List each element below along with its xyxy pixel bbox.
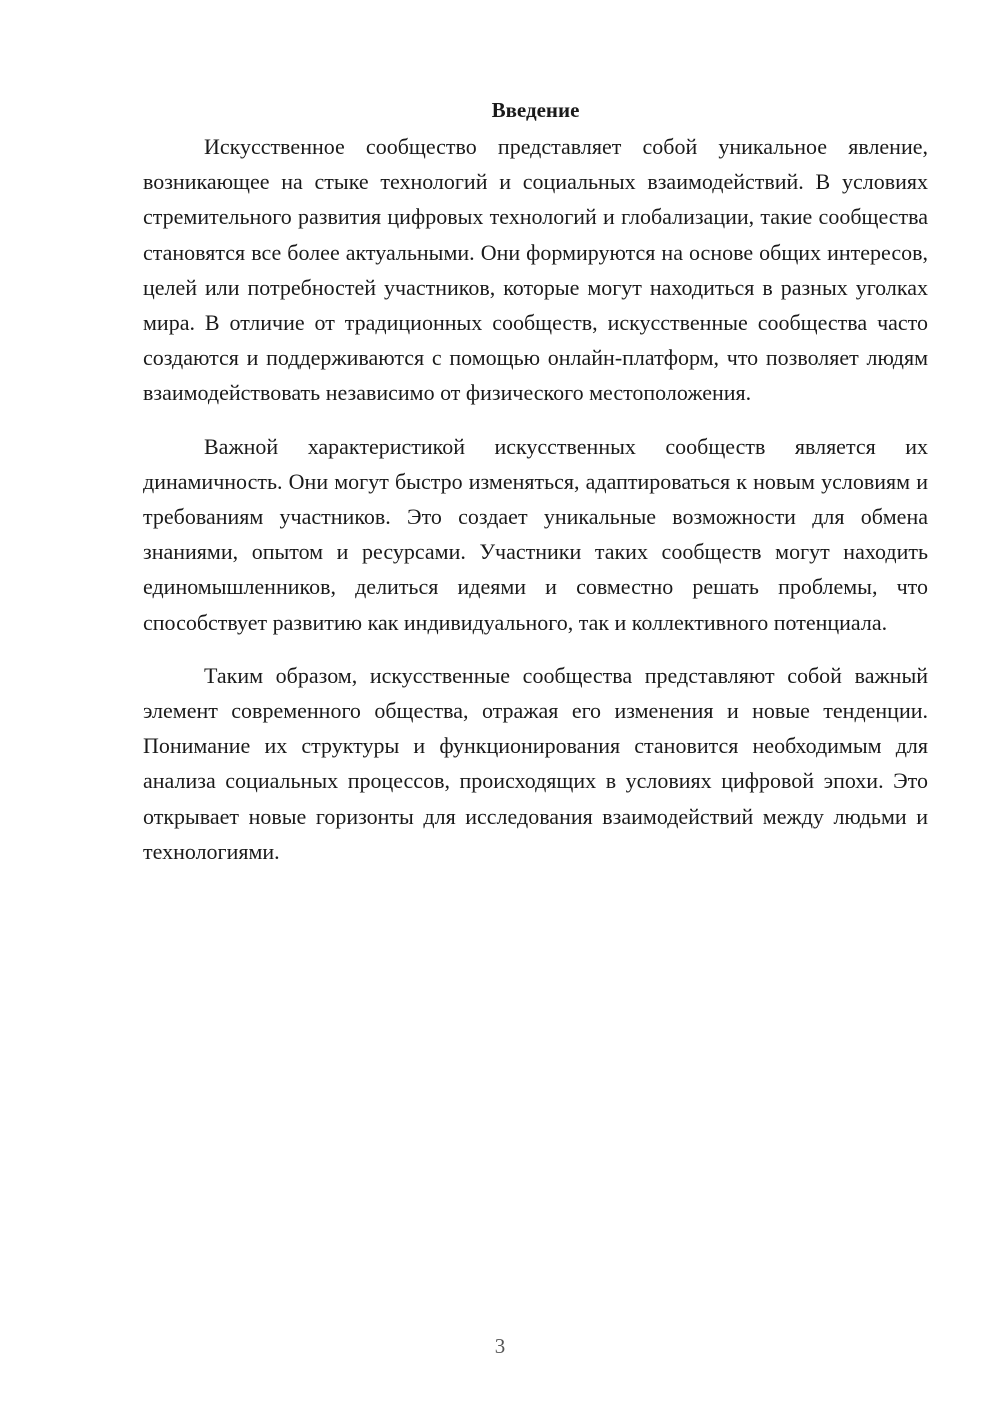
paragraph-2: Важной характеристикой искусственных сообществ является их динамичность. Они могут быстро изменяться, адаптироваться к новым условиям и требованиям участников. Это создает уникальные возможности для обмена знаниями, опытом и ресурсами. Участники таких сообществ могут находить единомышленников, делиться идеями и совместно решать проблемы, что способствует развитию как индивидуального, так и коллективного потенциала. [143, 433, 928, 635]
paragraph-1: Искусственное сообщество представляет собой уникальное явление, возникающее на стыке технологий и социальных взаимодействий. В условиях стремительного развития цифровых технологий и глобализации, такие сообщества становятся все более актуальными. Они формируются на основе общих интересов, целей или потребностей участников, которые могут находиться в разных уголках мира. В отличие от традиционных сообществ, искусственные сообщества часто создаются и поддерживаются с помощью онлайн-платформ, что позволяет людям взаимодействовать независимо от физического местоположения. [143, 134, 928, 406]
document-body [143, 93, 928, 887]
section-title: Введение [491, 98, 580, 122]
page-number: 3 [494, 1334, 506, 1358]
paragraph-3: Таким образом, искусственные сообщества представляют собой важный элемент современного общества, отражая его изменения и новые тенденции. Понимание их структуры и функционирования становится необходимым для анализа социальных процессов, происходящих в условиях цифровой эпохи. Это открывает новые горизонты для исследования взаимодействий между людьми и технологиями. [143, 662, 928, 864]
